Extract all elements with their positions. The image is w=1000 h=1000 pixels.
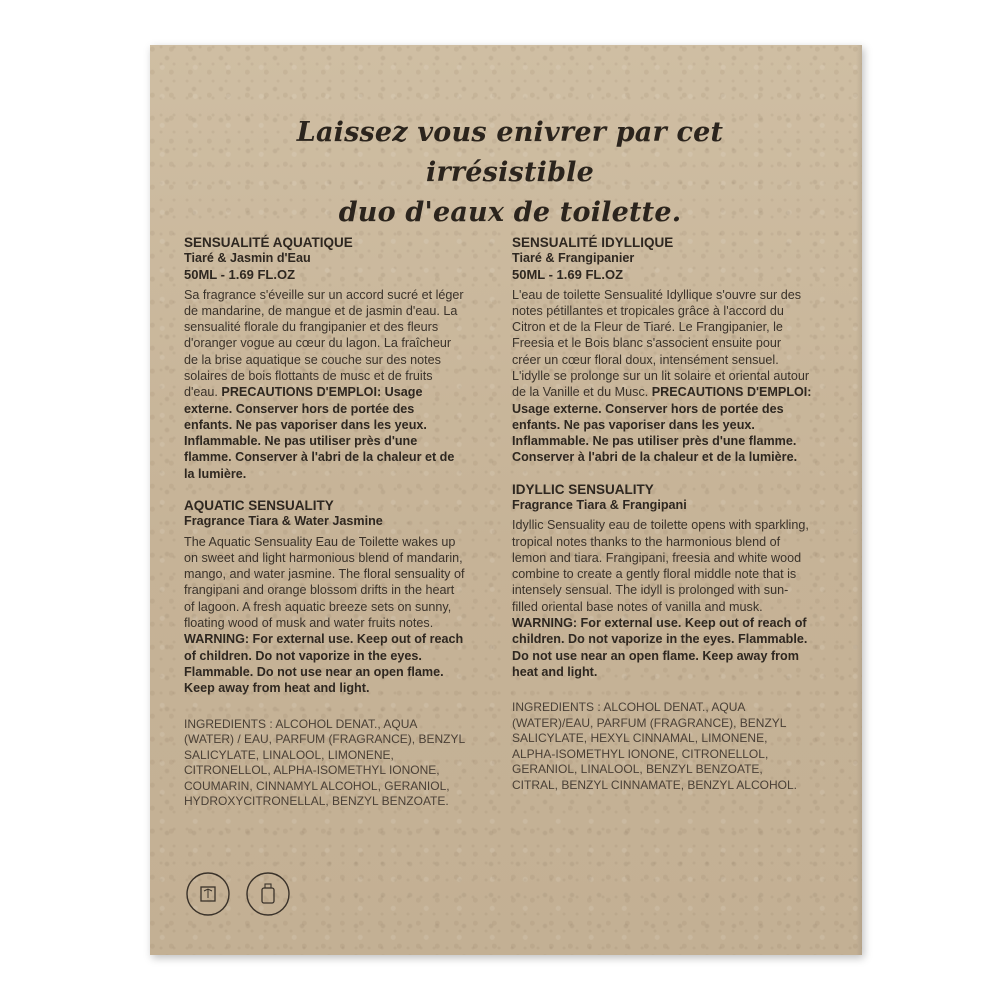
- fr-subtitle: Tiaré & Frangipanier: [512, 251, 635, 265]
- en-description: [512, 517, 812, 680]
- en-warning: WARNING: For external use. Keep out of reach of children. Do not vaporize in the eyes. Flammable. Do not use near an open flame. Keep away from heat and light.: [184, 632, 464, 696]
- fr-title: SENSUALITÉ AQUATIQUE: [184, 235, 353, 250]
- en-title: AQUATIC SENSUALITY: [184, 498, 334, 514]
- fr-description: [512, 287, 812, 466]
- fr-description-text: L'eau de toilette Sensualité Idyllique s'ouvre sur des notes pétillantes et tropicales grâce à l'accord du Citron et de la Fleur de Tiaré. Le Frangipanier, le Freesia et le Bois blanc s'associent ensuite pour créer un cœur floral doux, intensément sensuel. L'idylle se prolonge sur un lit solaire et oriental autour de la Vanille et du Musc.: [512, 287, 810, 400]
- fr-size: 50ML - 1.69 FL.OZ: [184, 266, 296, 282]
- recycling-logos: [184, 870, 334, 930]
- fr-description: [184, 287, 466, 483]
- fr-description-text: Sa fragrance s'éveille sur un accord sucré et léger de mandarine, de mangue et de jasmin d'eau. La sensualité florale du frangipanier et des fleurs d'oranger vogue au cœur du lagon. La fraîcheur de la brise aquatique se couche sur des notes solaires de bois flottants de musc et de fruits d'eau.: [184, 287, 464, 400]
- fr-precautions: PRECAUTIONS D'EMPLOI: Usage externe. Conserver hors de portée des enfants. Ne pas vaporiser dans les yeux. Inflammable. Ne pas utiliser près d'une flamme. Conserver à l'abri de la chaleur et de la lumière.: [184, 385, 455, 481]
- left-column: [184, 235, 466, 810]
- en-subtitle: Fragrance Tiara & Water Jasmine: [184, 514, 383, 529]
- box-edge-shadow: [856, 45, 862, 955]
- recycle-box-icon: [184, 870, 232, 918]
- en-description: [184, 534, 466, 697]
- en-description-text: The Aquatic Sensuality Eau de Toilette wakes up on sweet and light harmonious blend of mandarin, mango, and water jasmine. The floral sensuality of frangipani and orange blossom drifts in the heart of lagoon. A fresh aquatic breeze sets on sunny, floating wood of musk and water fruits notes.: [184, 534, 465, 631]
- headline-line-2: duo d'eaux de toilette.: [338, 197, 682, 228]
- en-title: IDYLLIC SENSUALITY: [512, 481, 654, 497]
- ingredients-list: INGREDIENTS : ALCOHOL DENAT., AQUA (WATER)/EAU, PARFUM (FRAGRANCE), BENZYL SALICYLATE, HEXYL CINNAMAL, LIMONENE, ALPHA-ISOMETHYL IONONE, CITRONELLOL, GERANIOL, LINALOOL, BENZYL BENZOATE, CITRAL, BENZYL CINNAMATE, BENZYL ALCOHOL.: [512, 700, 797, 792]
- packaging-box: [150, 45, 862, 955]
- en-description-text: Idyllic Sensuality eau de toilette opens with sparkling, tropical notes thanks to the harmonious blend of lemon and tiara. Frangipani, freesia and white wood combine to create a gently floral middle note that is intensely sensual. The idyll is prolonged with sun-filled oriental base notes of vanilla and musk.: [512, 518, 809, 614]
- recycle-bottle-icon: [244, 870, 292, 918]
- headline: [210, 113, 810, 233]
- fr-subtitle: Tiaré & Jasmin d'Eau: [184, 251, 311, 265]
- right-column: [512, 235, 812, 793]
- fr-precautions: PRECAUTIONS D'EMPLOI: Usage externe. Conserver hors de portée des enfants. Ne pas vaporiser dans les yeux. Inflammable. Ne pas utiliser près d'une flamme. Conserver à l'abri de la chaleur et de la lumière.: [512, 385, 812, 465]
- fr-size: 50ML - 1.69 FL.OZ: [512, 266, 624, 282]
- en-subtitle: Fragrance Tiara & Frangipani: [512, 497, 687, 512]
- ingredients-list: INGREDIENTS : ALCOHOL DENAT., AQUA (WATER) / EAU, PARFUM (FRAGRANCE), BENZYL SALICYLATE, LINALOOL, LIMONENE, CITRONELLOL, ALPHA-ISOMETHYL IONONE, COUMARIN, CINNAMYL ALCOHOL, GERANIOL, HYDROXYCITRONELLAL, BENZYL BENZOATE.: [184, 716, 465, 809]
- en-warning: WARNING: For external use. Keep out of reach of children. Do not vaporize in the eyes. Flammable. Do not use near an open flame. Keep away from heat and light.: [512, 616, 808, 679]
- fr-title: SENSUALITÉ IDYLLIQUE: [512, 235, 674, 250]
- headline-line-1: Laissez vous enivrer par cet irrésistible: [296, 117, 724, 188]
